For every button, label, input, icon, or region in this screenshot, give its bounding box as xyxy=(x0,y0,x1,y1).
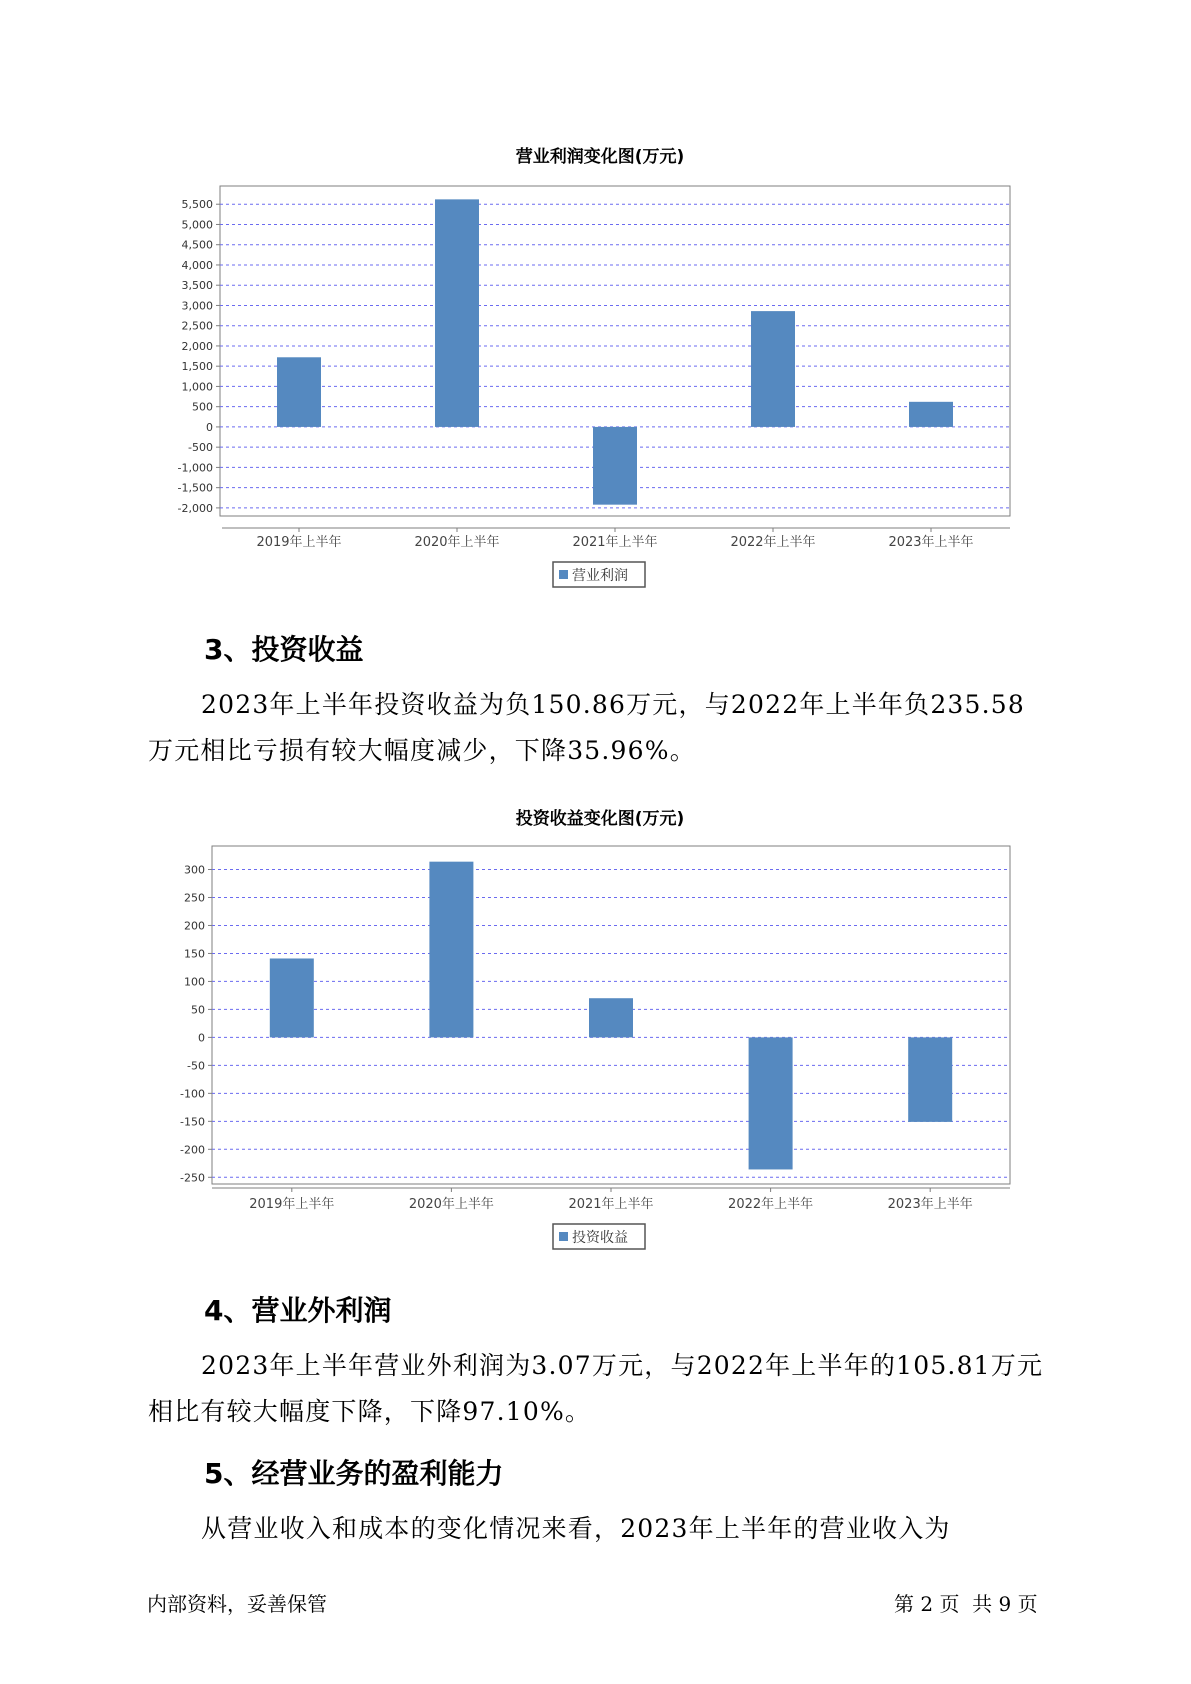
investment-income-chart xyxy=(0,832,1191,1252)
y-tick-label: 4,500 xyxy=(181,238,213,252)
y-tick-label: -100 xyxy=(180,1087,205,1101)
x-tick-label: 2019年上半年 xyxy=(256,535,342,550)
operating-profit-chart xyxy=(0,170,1191,590)
bar xyxy=(589,998,633,1037)
chart-title-investment-income: 投资收益变化图(万元) xyxy=(515,809,685,829)
y-tick-label: 5,000 xyxy=(181,218,213,232)
bar xyxy=(270,958,314,1037)
x-tick-label: 2021年上半年 xyxy=(568,1197,654,1212)
y-tick-label: 300 xyxy=(184,863,205,877)
y-tick-label: -50 xyxy=(187,1059,205,1073)
section-heading-profitability: 5、经营业务的盈利能力 xyxy=(204,1457,504,1490)
legend-label: 投资收益 xyxy=(572,1230,628,1246)
y-tick-label: 0 xyxy=(206,420,213,434)
footer-left: 内部资料，妥善保管 xyxy=(147,1592,327,1616)
footer-page-number: 第 2 页 共 9 页 xyxy=(894,1592,1038,1616)
y-tick-label: 500 xyxy=(192,400,213,414)
legend-swatch xyxy=(559,1232,568,1241)
x-tick-label: 2023年上半年 xyxy=(887,1197,973,1212)
y-tick-label: 5,500 xyxy=(181,198,213,212)
y-tick-label: 4,000 xyxy=(181,258,213,272)
chart-title-operating-profit: 营业利润变化图(万元) xyxy=(515,147,685,167)
x-tick-label: 2019年上半年 xyxy=(249,1197,335,1212)
y-tick-label: -500 xyxy=(188,441,213,455)
legend-swatch xyxy=(559,570,568,579)
bar xyxy=(593,427,637,505)
y-tick-label: -250 xyxy=(180,1171,205,1185)
y-tick-label: -1,000 xyxy=(177,461,213,475)
bar xyxy=(429,862,473,1038)
y-tick-label: 100 xyxy=(184,975,205,989)
y-tick-label: 2,500 xyxy=(181,319,213,333)
y-tick-label: 2,000 xyxy=(181,339,213,353)
y-tick-label: 0 xyxy=(198,1031,205,1045)
y-tick-label: -200 xyxy=(180,1143,205,1157)
bar xyxy=(749,1037,793,1169)
paragraph-profitability: 从营业收入和成本的变化情况来看，2023年上半年的营业收入为 xyxy=(201,1514,951,1543)
section-heading-non-operating: 4、营业外利润 xyxy=(204,1294,392,1327)
bar xyxy=(277,357,321,427)
y-tick-label: 50 xyxy=(191,1003,205,1017)
y-tick-label: 1,500 xyxy=(181,360,213,374)
y-tick-label: 3,000 xyxy=(181,299,213,313)
bar xyxy=(435,199,479,427)
x-tick-label: 2023年上半年 xyxy=(888,535,974,550)
paragraph-non-operating: 2023年上半年营业外利润为3.07万元，与2022年上半年的105.81万元相比有较大幅度下降，下降97.10%。 xyxy=(148,1351,1044,1426)
x-tick-label: 2022年上半年 xyxy=(730,535,816,550)
x-tick-label: 2022年上半年 xyxy=(728,1197,814,1212)
y-tick-label: 3,500 xyxy=(181,279,213,293)
section-heading-investment: 3、投资收益 xyxy=(204,633,364,666)
x-tick-label: 2021年上半年 xyxy=(572,535,658,550)
y-tick-label: -2,000 xyxy=(177,501,213,515)
x-tick-label: 2020年上半年 xyxy=(408,1197,494,1212)
y-tick-label: -150 xyxy=(180,1115,205,1129)
y-tick-label: 150 xyxy=(184,947,205,961)
y-tick-label: -1,500 xyxy=(177,481,213,495)
legend-label: 营业利润 xyxy=(572,568,628,584)
bar xyxy=(908,1037,952,1121)
bar xyxy=(909,402,953,427)
paragraph-investment: 2023年上半年投资收益为负150.86万元，与2022年上半年负235.58万元相比亏损有较大幅度减少，下降35.96%。 xyxy=(148,690,1025,765)
x-tick-label: 2020年上半年 xyxy=(414,535,500,550)
y-tick-label: 200 xyxy=(184,919,205,933)
y-tick-label: 1,000 xyxy=(181,380,213,394)
y-tick-label: 250 xyxy=(184,891,205,905)
bar xyxy=(751,311,795,427)
